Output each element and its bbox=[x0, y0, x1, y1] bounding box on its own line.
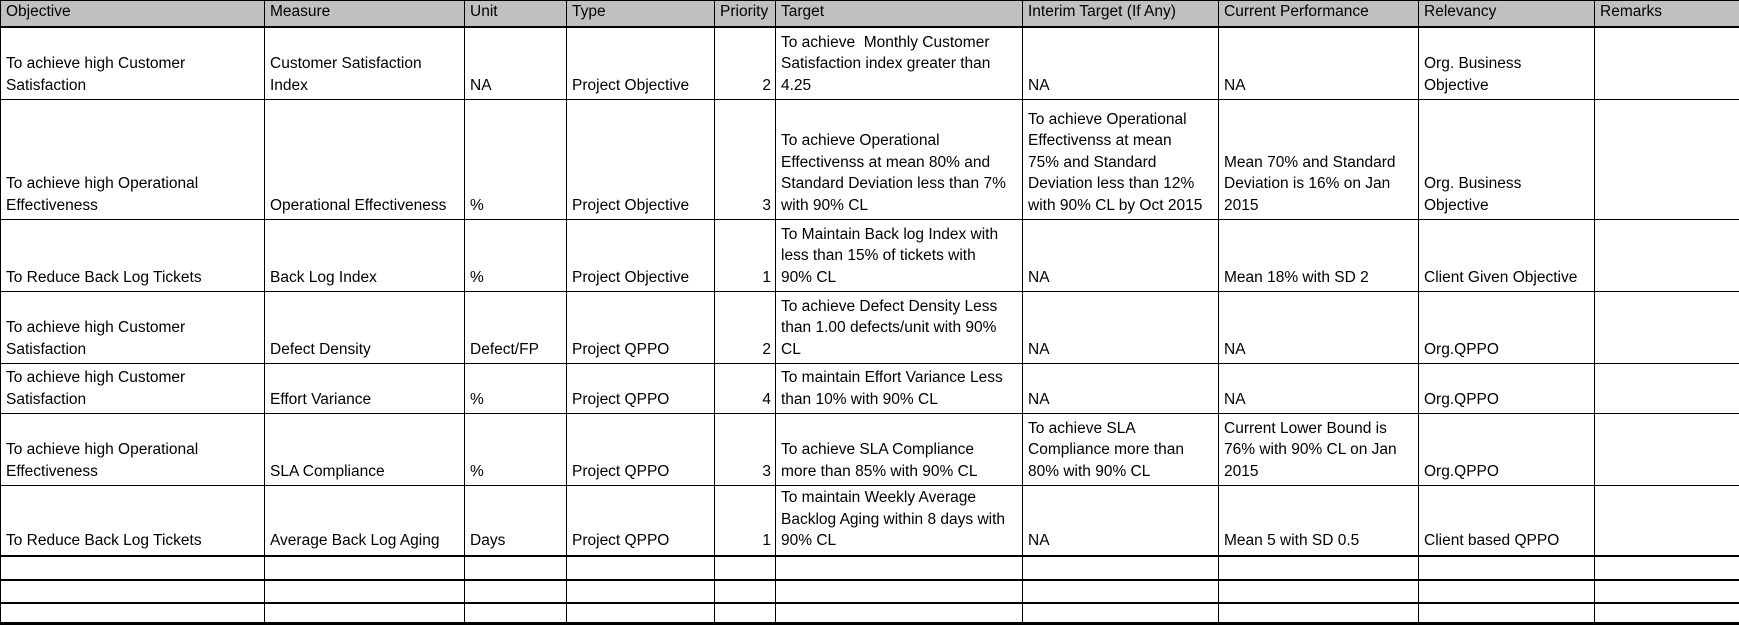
cell-type[interactable]: Project QPPO bbox=[567, 486, 715, 556]
cell-empty[interactable] bbox=[1595, 603, 1739, 624]
cell-empty[interactable] bbox=[1419, 603, 1595, 624]
cell-objective[interactable]: To Reduce Back Log Tickets bbox=[1, 220, 265, 292]
cell-empty[interactable] bbox=[1419, 580, 1595, 603]
cell-empty[interactable] bbox=[1419, 556, 1595, 580]
cell-interim-target[interactable]: NA bbox=[1023, 292, 1219, 364]
header-cell-objective[interactable]: Objective bbox=[1, 1, 265, 27]
cell-measure[interactable]: SLA Compliance bbox=[265, 414, 465, 486]
cell-current-performance[interactable]: Mean 70% and Standard Deviation is 16% on Jan 2015 bbox=[1219, 100, 1419, 220]
table-row bbox=[1, 27, 1739, 100]
header-cell-priority[interactable]: Priority bbox=[715, 1, 776, 27]
empty-table-row bbox=[1, 580, 1739, 603]
cell-type[interactable]: Project QPPO bbox=[567, 292, 715, 364]
cell-target[interactable]: To achieve Monthly Customer Satisfaction index greater than 4.25 bbox=[776, 27, 1023, 100]
cell-type[interactable]: Project QPPO bbox=[567, 364, 715, 414]
table-row bbox=[1, 100, 1739, 220]
cell-unit[interactable]: % bbox=[465, 414, 567, 486]
cell-empty[interactable] bbox=[567, 580, 715, 603]
cell-objective[interactable]: To Reduce Back Log Tickets bbox=[1, 486, 265, 556]
cell-current-performance[interactable]: Current Lower Bound is 76% with 90% CL on Jan 2015 bbox=[1219, 414, 1419, 486]
cell-remarks[interactable] bbox=[1595, 364, 1739, 414]
cell-unit[interactable]: % bbox=[465, 220, 567, 292]
empty-table-row bbox=[1, 556, 1739, 580]
cell-empty[interactable] bbox=[715, 556, 776, 580]
cell-current-performance[interactable]: NA bbox=[1219, 292, 1419, 364]
cell-remarks[interactable] bbox=[1595, 100, 1739, 220]
cell-empty[interactable] bbox=[1023, 603, 1219, 624]
cell-priority[interactable]: 4 bbox=[715, 364, 776, 414]
cell-measure[interactable]: Average Back Log Aging bbox=[265, 486, 465, 556]
cell-relevancy[interactable]: Org. Business Objective bbox=[1419, 27, 1595, 100]
cell-empty[interactable] bbox=[1219, 556, 1419, 580]
cell-current-performance[interactable]: NA bbox=[1219, 27, 1419, 100]
cell-unit[interactable]: Defect/FP bbox=[465, 292, 567, 364]
header-cell-interim-target[interactable]: Interim Target (If Any) bbox=[1023, 1, 1219, 27]
cell-measure[interactable]: Back Log Index bbox=[265, 220, 465, 292]
cell-remarks[interactable] bbox=[1595, 292, 1739, 364]
table-row bbox=[1, 292, 1739, 364]
cell-current-performance[interactable]: Mean 18% with SD 2 bbox=[1219, 220, 1419, 292]
cell-relevancy[interactable]: Client Given Objective bbox=[1419, 220, 1595, 292]
cell-empty[interactable] bbox=[1595, 556, 1739, 580]
cell-priority[interactable]: 1 bbox=[715, 220, 776, 292]
cell-empty[interactable] bbox=[776, 603, 1023, 624]
cell-unit[interactable]: % bbox=[465, 364, 567, 414]
header-row bbox=[1, 1, 1739, 27]
cell-empty[interactable] bbox=[1023, 580, 1219, 603]
cell-target[interactable]: To achieve Operational Effectivenss at mean 80% and Standard Deviation less than 7% with 90% CL bbox=[776, 100, 1023, 220]
cell-current-performance[interactable]: NA bbox=[1219, 364, 1419, 414]
cell-relevancy[interactable]: Client based QPPO bbox=[1419, 486, 1595, 556]
cell-remarks[interactable] bbox=[1595, 414, 1739, 486]
cell-empty[interactable] bbox=[465, 556, 567, 580]
cell-interim-target[interactable]: NA bbox=[1023, 486, 1219, 556]
cell-remarks[interactable] bbox=[1595, 220, 1739, 292]
cell-interim-target[interactable]: NA bbox=[1023, 364, 1219, 414]
cell-objective[interactable]: To achieve high Customer Satisfaction bbox=[1, 364, 265, 414]
cell-remarks[interactable] bbox=[1595, 486, 1739, 556]
cell-empty[interactable] bbox=[265, 556, 465, 580]
header-cell-relevancy[interactable]: Relevancy bbox=[1419, 1, 1595, 27]
header-cell-measure[interactable]: Measure bbox=[265, 1, 465, 27]
cell-type[interactable]: Project Objective bbox=[567, 100, 715, 220]
cell-unit[interactable]: NA bbox=[465, 27, 567, 100]
header-cell-unit[interactable]: Unit bbox=[465, 1, 567, 27]
cell-empty[interactable] bbox=[265, 580, 465, 603]
cell-measure[interactable]: Customer Satisfaction Index bbox=[265, 27, 465, 100]
table-row bbox=[1, 364, 1739, 414]
cell-objective[interactable]: To achieve high Customer Satisfaction bbox=[1, 27, 265, 100]
table-row bbox=[1, 414, 1739, 486]
cell-empty[interactable] bbox=[1595, 580, 1739, 603]
cell-empty[interactable] bbox=[715, 603, 776, 624]
cell-measure[interactable]: Effort Variance bbox=[265, 364, 465, 414]
cell-empty[interactable] bbox=[465, 603, 567, 624]
cell-type[interactable]: Project Objective bbox=[567, 27, 715, 100]
cell-priority[interactable]: 2 bbox=[715, 292, 776, 364]
header-cell-current-performance[interactable]: Current Performance bbox=[1219, 1, 1419, 27]
cell-empty[interactable] bbox=[1023, 556, 1219, 580]
cell-empty[interactable] bbox=[715, 580, 776, 603]
cell-relevancy[interactable]: Org. Business Objective bbox=[1419, 100, 1595, 220]
cell-empty[interactable] bbox=[567, 556, 715, 580]
header-cell-target[interactable]: Target bbox=[776, 1, 1023, 27]
cell-remarks[interactable] bbox=[1595, 27, 1739, 100]
cell-interim-target[interactable]: To achieve SLA Compliance more than 80% with 90% CL bbox=[1023, 414, 1219, 486]
cell-target[interactable]: To maintain Effort Variance Less than 10% with 90% CL bbox=[776, 364, 1023, 414]
cell-relevancy[interactable]: Org.QPPO bbox=[1419, 414, 1595, 486]
cell-priority[interactable]: 1 bbox=[715, 486, 776, 556]
cell-interim-target[interactable]: NA bbox=[1023, 220, 1219, 292]
cell-empty[interactable] bbox=[465, 580, 567, 603]
cell-measure[interactable]: Operational Effectiveness bbox=[265, 100, 465, 220]
cell-empty[interactable] bbox=[265, 603, 465, 624]
cell-objective[interactable]: To achieve high Customer Satisfaction bbox=[1, 292, 265, 364]
cell-current-performance[interactable]: Mean 5 with SD 0.5 bbox=[1219, 486, 1419, 556]
cell-empty[interactable] bbox=[567, 603, 715, 624]
cell-target[interactable]: To achieve Defect Density Less than 1.00 defects/unit with 90% CL bbox=[776, 292, 1023, 364]
cell-type[interactable]: Project Objective bbox=[567, 220, 715, 292]
cell-interim-target[interactable]: To achieve Operational Effectivenss at mean 75% and Standard Deviation less than 12% with 90% CL by Oct 2015 bbox=[1023, 100, 1219, 220]
cell-relevancy[interactable]: Org.QPPO bbox=[1419, 292, 1595, 364]
cell-objective[interactable]: To achieve high Operational Effectiveness bbox=[1, 414, 265, 486]
cell-empty[interactable] bbox=[776, 556, 1023, 580]
empty-table-row bbox=[1, 603, 1739, 624]
cell-interim-target[interactable]: NA bbox=[1023, 27, 1219, 100]
cell-unit[interactable]: Days bbox=[465, 486, 567, 556]
cell-priority[interactable]: 2 bbox=[715, 27, 776, 100]
cell-relevancy[interactable]: Org.QPPO bbox=[1419, 364, 1595, 414]
cell-target[interactable]: To maintain Weekly Average Backlog Aging within 8 days with 90% CL bbox=[776, 486, 1023, 556]
cell-priority[interactable]: 3 bbox=[715, 414, 776, 486]
cell-objective[interactable]: To achieve high Operational Effectiveness bbox=[1, 100, 265, 220]
header-cell-remarks[interactable]: Remarks bbox=[1595, 1, 1739, 27]
cell-type[interactable]: Project QPPO bbox=[567, 414, 715, 486]
header-cell-type[interactable]: Type bbox=[567, 1, 715, 27]
cell-target[interactable]: To Maintain Back log Index with less than 15% of tickets with 90% CL bbox=[776, 220, 1023, 292]
cell-empty[interactable] bbox=[1219, 603, 1419, 624]
cell-unit[interactable]: % bbox=[465, 100, 567, 220]
cell-measure[interactable]: Defect Density bbox=[265, 292, 465, 364]
table-row bbox=[1, 486, 1739, 556]
cell-empty[interactable] bbox=[1, 603, 265, 624]
cell-empty[interactable] bbox=[1219, 580, 1419, 603]
cell-priority[interactable]: 3 bbox=[715, 100, 776, 220]
cell-target[interactable]: To achieve SLA Compliance more than 85% with 90% CL bbox=[776, 414, 1023, 486]
cell-empty[interactable] bbox=[1, 580, 265, 603]
table-row bbox=[1, 220, 1739, 292]
cell-empty[interactable] bbox=[776, 580, 1023, 603]
cell-empty[interactable] bbox=[1, 556, 265, 580]
